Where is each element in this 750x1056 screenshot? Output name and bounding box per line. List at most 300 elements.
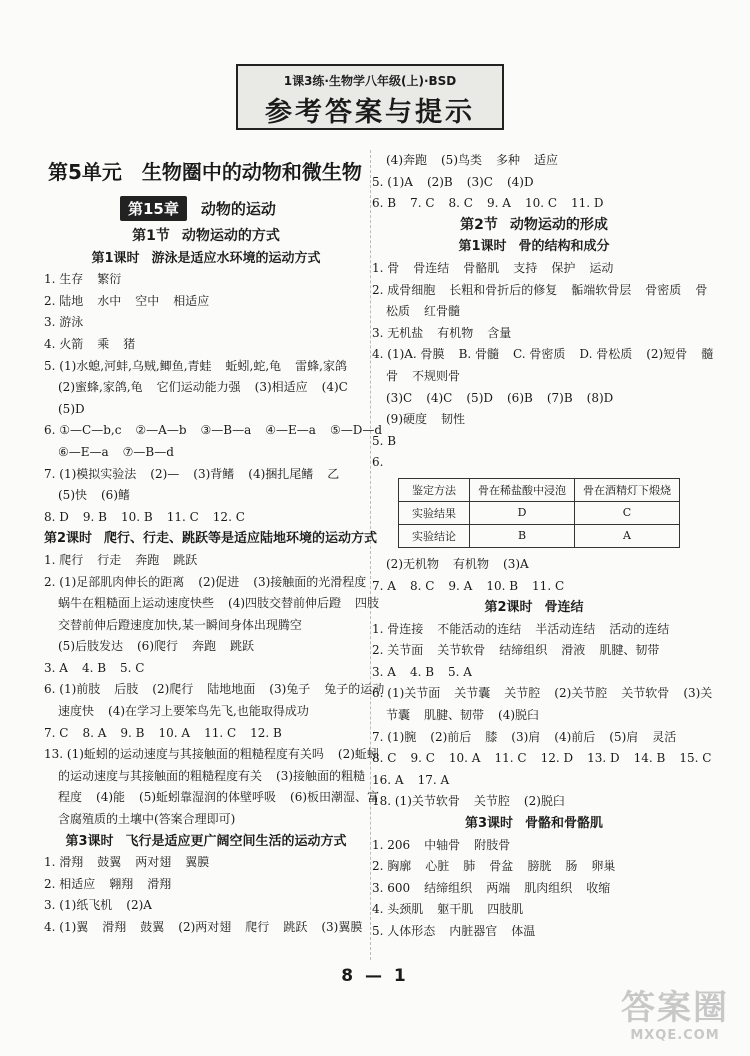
answer-line: [372, 409, 708, 431]
table-header-cell: 骨在酒精灯下煅烧: [575, 478, 680, 501]
answer-text: 速度快: [58, 704, 95, 719]
answer-line: [372, 301, 708, 323]
answer-text: (3)接触面的光滑程度: [253, 574, 367, 589]
answer-text: 9. B: [82, 509, 107, 524]
answer-text: (5)快: [58, 488, 87, 503]
table-cell: C: [575, 501, 680, 524]
unit-title: [48, 156, 382, 185]
answer-text: 11. C: [494, 751, 527, 766]
answer-text: ⑦—B—d: [122, 444, 174, 459]
site-watermark: [612, 988, 738, 1048]
answer-line: [44, 312, 380, 334]
answer-text: 跳跃: [230, 639, 255, 654]
answer-text: (3)关: [683, 686, 713, 701]
answer-text: 9. B: [120, 725, 145, 740]
answer-text: (6)B: [507, 390, 533, 405]
answer-text: 不能活动的连结: [437, 621, 522, 636]
answer-text: 1. 206: [372, 837, 411, 852]
table-cell: 实验结论: [399, 524, 470, 547]
answer-text: 9. C: [410, 751, 435, 766]
section-heading: [372, 597, 708, 619]
answer-text: 骨密质: [645, 282, 682, 297]
answer-text: 10. A: [158, 725, 191, 740]
answer-text: 6.: [372, 455, 384, 470]
answer-text: 翱翔: [109, 876, 134, 891]
header-title: 参考答案与提示: [265, 97, 475, 128]
answer-text: 10. A: [448, 751, 481, 766]
answer-text: 中轴骨: [424, 837, 461, 852]
answer-text: 蚯蚓,蛇,龟: [225, 358, 282, 373]
answer-text: (2)—: [150, 466, 180, 481]
answer-text: 4. (1)翼: [44, 920, 89, 934]
answer-text: 1. 骨: [372, 260, 400, 275]
answer-text: 1. 爬行: [44, 552, 84, 567]
answer-text: (5)D: [466, 390, 493, 405]
answer-text: 蜗牛在粗糙面上运动速度快些: [58, 596, 215, 611]
answer-text: (4)D: [506, 174, 534, 189]
section-heading: [44, 528, 380, 550]
answer-line: [372, 576, 708, 598]
answer-text: 4. 火箭: [44, 336, 84, 351]
answer-text: 收缩: [586, 880, 611, 895]
unit-name: 生物圈中的动物和微生物: [141, 160, 362, 184]
answer-text: D. 骨松质: [579, 347, 633, 362]
answer-text: (2)两对翅: [178, 920, 232, 934]
answer-line: [372, 431, 708, 453]
answer-text: 12. D: [540, 751, 574, 766]
answer-text: 长粗和骨折后的修复: [449, 282, 558, 297]
heading-part: 骨骼和骨骼肌: [525, 816, 604, 832]
answer-line: [372, 856, 708, 878]
answer-text: 2. 胸廓: [372, 859, 412, 874]
answer-text: 11. D: [571, 196, 604, 211]
table-header-row: [399, 478, 680, 501]
answer-text: (4)前后: [554, 729, 596, 744]
answer-text: (5)蚯蚓靠湿润的体壁呼吸: [139, 790, 277, 805]
answer-text: 躯干肌: [437, 902, 474, 917]
answer-text: ④—E—a: [265, 423, 316, 438]
answer-text: 爬行: [245, 920, 270, 934]
answer-text: (4)能: [96, 790, 126, 805]
answer-text: 骨: [386, 368, 399, 383]
answer-text: (4)奔跑: [386, 153, 427, 167]
answer-text: ⑤—D—d: [329, 423, 382, 438]
answer-text: (6)鳍: [101, 488, 130, 503]
answer-text: 3. 游泳: [44, 315, 84, 330]
answer-text: 17. A: [417, 772, 450, 787]
answer-text: C. 骨密质: [513, 347, 566, 362]
answer-line: [372, 323, 708, 345]
answer-text: (4)四肢交替前伸后蹬: [228, 596, 342, 611]
answer-text: 多种: [496, 153, 521, 167]
answer-text: 骨骼肌: [463, 260, 500, 275]
answer-text: 肠: [565, 859, 578, 874]
answer-text: 松质: [386, 304, 411, 319]
answer-line: [372, 280, 708, 302]
answer-text: 6. (1)前肢: [44, 682, 101, 697]
answer-text: 5. A: [448, 664, 472, 679]
answer-line: [44, 615, 380, 637]
answer-text: 关节软骨: [621, 686, 670, 701]
answer-line: [372, 150, 708, 172]
answer-text: (4)捆扎尾鳍: [248, 466, 314, 481]
answer-text: 灵活: [652, 729, 677, 744]
heading-part: 第2节: [460, 216, 498, 233]
table-header-cell: 鉴定方法: [399, 478, 470, 501]
answer-text: 活动的连结: [609, 621, 670, 636]
heading-part: 动物运动的形成: [509, 216, 608, 233]
answer-text: 1. 生存: [44, 272, 84, 287]
answer-text: 8. A: [82, 725, 107, 740]
answer-text: 交替前伸后蹬速度加快,某一瞬间身体出现腾空: [58, 617, 302, 632]
answer-text: 鼓翼: [97, 855, 122, 870]
heading-part: 游泳是适应水环境的运动方式: [151, 250, 321, 266]
answer-line: [372, 366, 708, 388]
answer-text: (2)促进: [198, 574, 240, 589]
answer-text: 1. 滑翔: [44, 855, 84, 870]
answer-text: 空中: [135, 293, 160, 308]
header-subtitle: 1课3练·生物学八年级(上)·BSD: [283, 74, 457, 88]
answer-line: [44, 744, 380, 766]
answer-text: 11. C: [204, 725, 237, 740]
answer-text: 行走: [97, 552, 122, 567]
answer-text: 骨盆: [489, 859, 514, 874]
table-header-cell: 骨在稀盐酸中浸泡: [470, 478, 575, 501]
answer-line: [44, 572, 380, 594]
heading-part: 骨的结构和成分: [518, 239, 610, 255]
answer-text: 的运动速度与其接触面的粗糙程度有关: [58, 768, 263, 783]
answer-text: ②—A—b: [135, 423, 187, 438]
answer-line: [372, 662, 708, 684]
answer-line: [44, 658, 380, 680]
answer-text: 有机物: [453, 556, 490, 571]
answer-text: 2. 陆地: [44, 293, 84, 308]
heading-part: 爬行、行走、跳跃等是适应陆地环境的运动方式: [104, 531, 378, 547]
answer-text: (3)兔子: [269, 682, 311, 697]
answer-line: [372, 554, 708, 576]
answer-text: 骺端软骨层: [571, 282, 632, 297]
answer-line: [372, 878, 708, 900]
answer-text: 3. A: [44, 660, 68, 675]
heading-part: 第1课时: [91, 250, 140, 266]
answer-text: 程度: [58, 790, 83, 805]
answer-line: [44, 852, 380, 874]
answer-line: [372, 727, 708, 749]
answer-text: 4. B: [81, 660, 107, 675]
answer-text: 肺: [463, 859, 476, 874]
answer-text: 9. A: [487, 196, 511, 211]
answer-line: [44, 874, 380, 896]
answer-text: 6. (1)关节面: [372, 686, 441, 701]
heading-part: 第3课时: [464, 816, 514, 832]
answer-text: 跳跃: [173, 552, 198, 567]
answer-line: [372, 705, 708, 727]
answer-text: 4. (1)A. 骨膜: [372, 347, 445, 362]
answer-text: (3)相适应: [254, 380, 308, 395]
answer-line: [44, 723, 380, 745]
table-cell: 实验结果: [399, 501, 470, 524]
answer-line: [44, 464, 380, 486]
answer-text: 骨连结: [413, 260, 450, 275]
answer-text: (8)D: [586, 390, 614, 405]
answer-text: 7. C: [410, 196, 435, 211]
answer-text: 含腐殖质的土壤中(答案合理即可): [58, 812, 236, 827]
answer-text: (2)B: [426, 174, 453, 189]
answer-text: 后肢: [114, 682, 139, 697]
answer-text: (4)脱臼: [498, 708, 540, 723]
answer-text: 8. C: [409, 578, 435, 593]
answer-text: 7. (1)模拟实验法: [44, 466, 137, 481]
answer-text: 12. B: [250, 725, 282, 740]
answer-text: 8. C: [372, 751, 397, 766]
right-column-top: [372, 150, 714, 474]
answer-line: [44, 766, 380, 788]
answer-text: 四肢: [355, 596, 380, 611]
answer-text: 它们运动能力强: [156, 380, 241, 395]
answer-text: 相适应: [173, 293, 210, 308]
answer-text: 关节腔: [473, 794, 510, 809]
answer-text: 红骨髓: [424, 304, 461, 319]
answer-text: (4)C: [321, 380, 348, 395]
answer-text: 含量: [487, 325, 512, 340]
answer-text: (2)蚯蚓: [337, 747, 379, 762]
answer-line: [372, 172, 708, 194]
header-banner: [236, 64, 504, 130]
heading-part: 动物运动的方式: [181, 228, 280, 244]
answer-text: 肌肉组织: [524, 880, 573, 895]
answer-text: 水中: [97, 293, 122, 308]
answer-text: 心脏: [425, 859, 450, 874]
answer-line: [372, 791, 708, 813]
answer-text: 7. A: [372, 578, 396, 593]
answer-text: (2)无机物: [386, 556, 439, 571]
answer-text: (2)脱臼: [523, 794, 565, 809]
answer-text: 翼膜: [185, 855, 210, 870]
section-heading: [44, 226, 380, 248]
answer-text: 运动: [589, 260, 614, 275]
answer-line: [44, 356, 380, 378]
answer-text: 髓: [701, 347, 714, 362]
answer-text: 13. D: [587, 751, 620, 766]
answer-text: 适应: [534, 153, 559, 167]
answer-text: 鼓翼: [140, 920, 165, 934]
unit-number: 第5单元: [48, 160, 122, 184]
answer-text: 滑液: [561, 643, 586, 658]
answer-text: (6)板田潮湿、富: [290, 790, 380, 805]
answer-text: 繁衍: [97, 272, 122, 287]
answer-text: 5. 人体形态: [372, 924, 436, 938]
heading-part: 飞行是适应更广阔空间生活的运动方式: [125, 833, 347, 849]
answer-text: 3. 无机盐: [372, 325, 424, 340]
answer-text: 滑翔: [147, 876, 172, 891]
answer-text: (3)A: [503, 556, 529, 571]
answer-text: (5)肩: [609, 729, 639, 744]
section-heading: [44, 831, 380, 853]
answer-text: 猪: [123, 336, 136, 351]
answer-text: 膝: [485, 729, 498, 744]
answer-text: 两对翅: [135, 855, 172, 870]
answer-line: [44, 377, 380, 399]
answer-text: 8. D: [44, 509, 69, 524]
answer-text: 10. C: [524, 196, 558, 211]
answer-text: 有机物: [437, 325, 474, 340]
answer-text: 3. A: [372, 664, 396, 679]
answer-text: 雷蜂,家鸽: [295, 358, 347, 373]
answer-line: [44, 593, 380, 615]
answer-text: ⑥—E—a: [58, 444, 109, 459]
answer-text: 5. (1)A: [372, 174, 413, 189]
answer-text: 附肢骨: [474, 837, 511, 852]
answer-text: (2)关节腔: [554, 686, 608, 701]
answer-line: [372, 683, 713, 705]
answer-text: 兔子的运动: [324, 682, 385, 697]
answer-text: 卵巢: [591, 859, 616, 874]
answer-line: [372, 921, 708, 943]
answer-text: 半活动连结: [535, 621, 596, 636]
answer-text: 10. B: [486, 578, 519, 593]
answer-text: 6. B: [372, 196, 397, 211]
answer-text: B. 骨髓: [458, 347, 500, 362]
answer-text: 两端: [486, 880, 511, 895]
answer-line: [44, 420, 380, 442]
answer-line: [372, 640, 708, 662]
answer-line: [44, 679, 385, 701]
answer-text: 关节囊: [454, 686, 491, 701]
right-column-bottom: [372, 554, 713, 943]
answer-line: [44, 550, 380, 572]
answer-line: [44, 636, 380, 658]
answer-text: 乙: [327, 466, 340, 481]
answer-line: [44, 895, 380, 917]
watermark-logo-text: 答案圈: [621, 988, 729, 1028]
answer-text: (2)蜜蜂,家鸽,龟: [58, 380, 143, 395]
answer-text: 骨: [695, 282, 708, 297]
answer-text: 16. A: [372, 772, 404, 787]
answer-text: (2)前后: [430, 729, 472, 744]
answer-text: 膀胱: [527, 859, 552, 874]
answer-text: 5. (1)水螅,河蚌,乌贼,鲫鱼,青蛙: [44, 358, 212, 373]
answer-text: 四肢肌: [487, 902, 524, 917]
answer-text: (5)鸟类: [441, 153, 482, 167]
answer-text: 不规则骨: [412, 368, 461, 383]
answer-text: (2)A: [126, 898, 152, 913]
answer-text: (3)翼膜: [321, 920, 363, 934]
section-heading: [372, 215, 708, 237]
answer-text: (3)C: [466, 174, 493, 189]
answer-text: 关节软骨: [437, 643, 486, 658]
answer-text: 8. C: [448, 196, 473, 211]
answer-text: (3)C: [386, 390, 413, 405]
answer-line: [372, 193, 708, 215]
answer-text: 结缔组织: [499, 643, 548, 658]
answer-text: 滑翔: [102, 920, 127, 934]
answer-text: (5)后肢发达: [58, 639, 123, 654]
watermark-url: MXQE.COM: [630, 1028, 720, 1043]
answer-text: (3)肩: [511, 729, 541, 744]
answer-text: 保护: [551, 260, 576, 275]
table-cell: B: [470, 524, 575, 547]
table-row: [399, 524, 680, 547]
answer-text: 节囊: [386, 708, 411, 723]
answer-text: 5. C: [120, 660, 145, 675]
page-number: 8 — 1: [341, 966, 409, 986]
answer-text: 4. B: [409, 664, 435, 679]
answer-line: [44, 334, 380, 356]
answer-line: [44, 917, 380, 939]
heading-part: 第1课时: [458, 239, 507, 255]
answer-line: [372, 344, 714, 366]
section-heading: [372, 236, 708, 258]
answer-text: 体温: [511, 924, 536, 938]
answer-text: (3)背鳍: [193, 466, 235, 481]
answer-line: [372, 258, 708, 280]
answer-text: 跳跃: [283, 920, 308, 934]
answer-text: 2. 相适应: [44, 876, 96, 891]
table-row: [399, 501, 680, 524]
section-heading: [372, 813, 708, 835]
heading-part: 第2课时: [44, 531, 93, 547]
answer-text: (7)B: [546, 390, 573, 405]
chapter-tag: 第15章: [120, 196, 187, 221]
answer-text: (9)硬度: [386, 412, 427, 427]
answer-text: (6)爬行: [137, 639, 178, 654]
answer-text: 奔跑: [135, 552, 160, 567]
answer-text: (5)D: [58, 401, 85, 416]
answer-text: 10. B: [120, 509, 153, 524]
answer-text: 6. ①—C—b,c: [44, 423, 122, 438]
answer-line: [372, 619, 708, 641]
heading-part: 骨连结: [544, 600, 584, 616]
answer-line: [372, 388, 708, 410]
answer-text: 韧性: [441, 412, 466, 427]
answer-line: [44, 809, 380, 831]
answer-line: [44, 399, 380, 421]
answer-text: 结缔组织: [424, 880, 473, 895]
answer-text: 2. (1)足部肌肉伸长的距离: [44, 574, 185, 589]
answer-text: 18. (1)关节软骨: [372, 794, 460, 809]
answer-text: 14. B: [633, 751, 666, 766]
answer-text: 2. 关节面: [372, 643, 424, 658]
answer-text: 肌腱、韧带: [424, 708, 485, 723]
answer-text: 2. 成骨细胞: [372, 282, 436, 297]
answer-text: 3. 600: [372, 880, 411, 895]
answer-text: 12. C: [212, 509, 245, 524]
answer-text: (4)C: [426, 390, 453, 405]
answer-text: 乘: [97, 336, 110, 351]
answer-line: [372, 899, 708, 921]
answer-line: [44, 442, 380, 464]
answer-text: 4. 头颈肌: [372, 902, 424, 917]
answer-text: 3. (1)纸飞机: [44, 898, 113, 913]
answer-text: 11. C: [166, 509, 199, 524]
answer-line: [44, 291, 380, 313]
answer-text: 15. C: [679, 751, 712, 766]
answer-text: 奔跑: [192, 639, 217, 654]
answer-text: (2)短骨: [646, 347, 688, 362]
chapter-name: 动物的运动: [200, 200, 276, 218]
answer-line: [44, 269, 380, 291]
answer-line: [372, 835, 708, 857]
answer-line: [372, 770, 708, 792]
answer-text: 7. C: [44, 725, 69, 740]
heading-part: 第2课时: [484, 600, 533, 616]
answer-text: 7. (1)腕: [372, 729, 417, 744]
answer-text: (3)接触面的粗糙: [276, 768, 366, 783]
answer-line: [44, 507, 380, 529]
answer-line: [372, 452, 708, 474]
answer-line: [44, 787, 380, 809]
answer-text: 关节腔: [504, 686, 541, 701]
